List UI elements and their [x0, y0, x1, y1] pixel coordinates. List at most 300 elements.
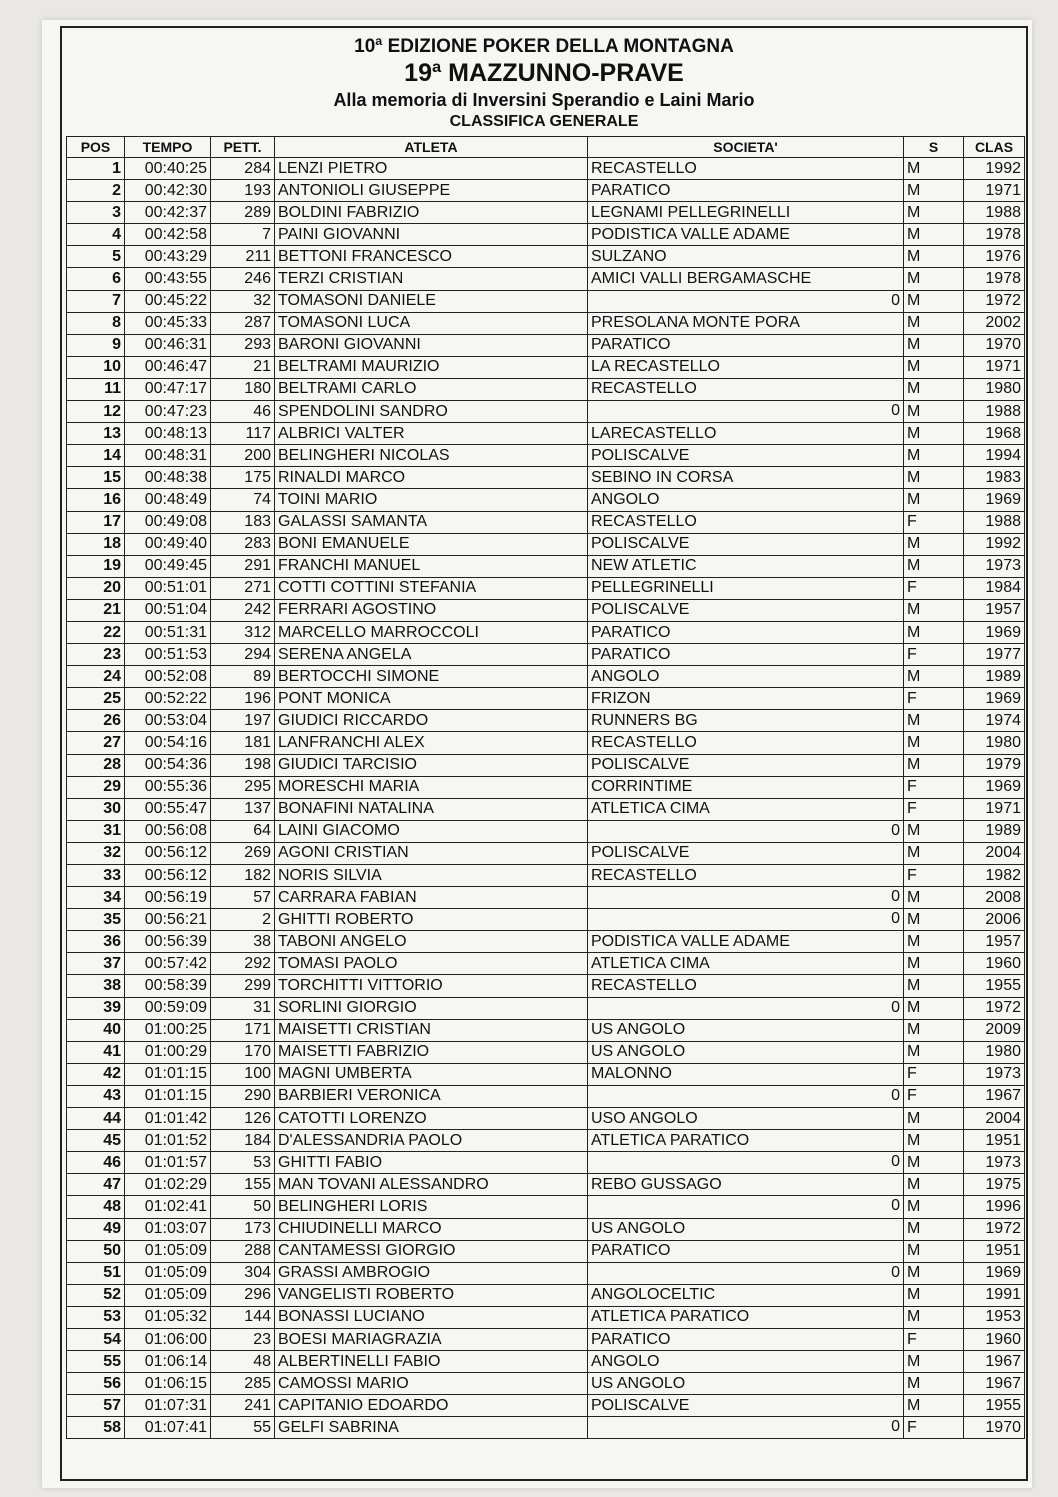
- cell-tempo: 01:07:31: [125, 1395, 211, 1417]
- cell-sesso: F: [904, 644, 964, 666]
- cell-sesso: M: [904, 555, 964, 577]
- societa-text: ATLETICA PARATICO: [591, 1308, 750, 1326]
- societa-text: RECASTELLO: [591, 866, 697, 884]
- societa-text: ATLETICA CIMA: [591, 800, 710, 818]
- cell-pos: 3: [67, 202, 125, 224]
- cell-clas: 1969: [964, 1262, 1025, 1284]
- cell-tempo: 00:42:58: [125, 224, 211, 246]
- cell-pos: 48: [67, 1196, 125, 1218]
- cell-pett: 193: [211, 180, 275, 202]
- cell-societa: [588, 1240, 904, 1262]
- cell-tempo: 00:47:23: [125, 401, 211, 423]
- cell-pos: 4: [67, 224, 125, 246]
- cell-societa: [588, 158, 904, 180]
- cell-societa: [588, 1284, 904, 1306]
- cell-societa: [588, 820, 904, 842]
- cell-clas: 1982: [964, 865, 1025, 887]
- cell-atleta: CATOTTI LORENZO: [275, 1108, 588, 1130]
- table-row: [67, 1395, 1025, 1417]
- cell-pett: 241: [211, 1395, 275, 1417]
- cell-atleta: GALASSI SAMANTA: [275, 511, 588, 533]
- societa-text: US ANGOLO: [591, 1374, 686, 1392]
- cell-atleta: BELINGHERI NICOLAS: [275, 445, 588, 467]
- cell-pett: 242: [211, 599, 275, 621]
- cell-pos: 22: [67, 621, 125, 643]
- cell-pett: 46: [211, 401, 275, 423]
- table-row: [67, 555, 1025, 577]
- societa-text: RECASTELLO: [591, 513, 697, 531]
- col-header-tempo: TEMPO: [125, 137, 211, 158]
- cell-atleta: TERZI CRISTIAN: [275, 268, 588, 290]
- cell-pos: 47: [67, 1174, 125, 1196]
- cell-societa: [588, 1351, 904, 1373]
- cell-tempo: 00:40:25: [125, 158, 211, 180]
- cell-societa: [588, 887, 904, 909]
- cell-pett: 55: [211, 1417, 275, 1439]
- cell-tempo: 00:57:42: [125, 953, 211, 975]
- cell-clas: 1972: [964, 290, 1025, 312]
- cell-tempo: 00:59:09: [125, 997, 211, 1019]
- table-row: [67, 1063, 1025, 1085]
- col-header-atleta: ATLETA: [275, 137, 588, 158]
- cell-pett: 183: [211, 511, 275, 533]
- cell-tempo: 01:06:00: [125, 1328, 211, 1350]
- table-row: [67, 533, 1025, 555]
- cell-clas: 1951: [964, 1130, 1025, 1152]
- table-row: [67, 688, 1025, 710]
- cell-pos: 42: [67, 1063, 125, 1085]
- table-row: [67, 334, 1025, 356]
- cell-tempo: 01:00:29: [125, 1041, 211, 1063]
- cell-pos: 25: [67, 688, 125, 710]
- table-row: [67, 953, 1025, 975]
- societa-text: PELLEGRINELLI: [591, 579, 714, 597]
- cell-pett: 57: [211, 887, 275, 909]
- cell-societa: [588, 953, 904, 975]
- cell-tempo: 00:56:21: [125, 909, 211, 931]
- cell-sesso: M: [904, 533, 964, 555]
- results-table: [66, 136, 1025, 1439]
- cell-sesso: M: [904, 909, 964, 931]
- col-header-societa: SOCIETA': [588, 137, 904, 158]
- cell-pett: 291: [211, 555, 275, 577]
- cell-societa: [588, 312, 904, 334]
- cell-clas: 2006: [964, 909, 1025, 931]
- cell-atleta: MARCELLO MARROCCOLI: [275, 621, 588, 643]
- cell-sesso: M: [904, 599, 964, 621]
- cell-tempo: 01:05:09: [125, 1262, 211, 1284]
- table-row: [67, 577, 1025, 599]
- table-row: [67, 158, 1025, 180]
- cell-pos: 1: [67, 158, 125, 180]
- col-header-clas: CLAS: [964, 137, 1025, 158]
- societa-text: LA RECASTELLO: [591, 358, 720, 376]
- table-row: [67, 710, 1025, 732]
- cell-clas: 1953: [964, 1306, 1025, 1328]
- cell-pos: 40: [67, 1019, 125, 1041]
- cell-clas: 1969: [964, 621, 1025, 643]
- cell-clas: 1974: [964, 710, 1025, 732]
- cell-pett: 295: [211, 776, 275, 798]
- cell-sesso: M: [904, 1395, 964, 1417]
- cell-tempo: 01:06:15: [125, 1373, 211, 1395]
- cell-pett: 117: [211, 423, 275, 445]
- cell-societa: [588, 1218, 904, 1240]
- cell-atleta: GHITTI ROBERTO: [275, 909, 588, 931]
- cell-pos: 50: [67, 1240, 125, 1262]
- cell-sesso: M: [904, 997, 964, 1019]
- cell-pos: 58: [67, 1417, 125, 1439]
- societa-text: PARATICO: [591, 1330, 671, 1348]
- cell-sesso: M: [904, 1373, 964, 1395]
- cell-pett: 64: [211, 820, 275, 842]
- cell-clas: 1967: [964, 1351, 1025, 1373]
- cell-clas: 1980: [964, 732, 1025, 754]
- cell-pett: 287: [211, 312, 275, 334]
- cell-pos: 38: [67, 975, 125, 997]
- cell-societa: [588, 1373, 904, 1395]
- cell-societa: [588, 378, 904, 400]
- cell-pos: 56: [67, 1373, 125, 1395]
- cell-societa: [588, 1130, 904, 1152]
- cell-clas: 1975: [964, 1174, 1025, 1196]
- cell-clas: 1971: [964, 356, 1025, 378]
- cell-atleta: TOMASONI LUCA: [275, 312, 588, 334]
- cell-societa: [588, 798, 904, 820]
- cell-atleta: BONAFINI NATALINA: [275, 798, 588, 820]
- societa-text: PARATICO: [591, 181, 671, 199]
- cell-societa: [588, 997, 904, 1019]
- cell-atleta: GIUDICI TARCISIO: [275, 754, 588, 776]
- societa-zero-flag: 0: [891, 402, 900, 420]
- cell-tempo: 00:48:31: [125, 445, 211, 467]
- cell-pos: 28: [67, 754, 125, 776]
- cell-atleta: GHITTI FABIO: [275, 1152, 588, 1174]
- table-row: [67, 820, 1025, 842]
- societa-text: ANGOLO: [591, 1352, 660, 1370]
- cell-atleta: BONASSI LUCIANO: [275, 1306, 588, 1328]
- cell-pett: 294: [211, 644, 275, 666]
- cell-clas: 1970: [964, 334, 1025, 356]
- cell-societa: [588, 975, 904, 997]
- cell-sesso: M: [904, 1174, 964, 1196]
- cell-clas: 1973: [964, 1152, 1025, 1174]
- societa-text: PARATICO: [591, 1242, 671, 1260]
- societa-text: POLISCALVE: [591, 535, 690, 553]
- cell-pos: 52: [67, 1284, 125, 1306]
- table-row: [67, 1019, 1025, 1041]
- societa-text: REBO GUSSAGO: [591, 1175, 722, 1193]
- cell-sesso: M: [904, 334, 964, 356]
- cell-sesso: F: [904, 798, 964, 820]
- cell-societa: [588, 865, 904, 887]
- table-row: [67, 1152, 1025, 1174]
- cell-clas: 1989: [964, 666, 1025, 688]
- cell-pett: 292: [211, 953, 275, 975]
- cell-atleta: CARRARA FABIAN: [275, 887, 588, 909]
- table-row: [67, 931, 1025, 953]
- cell-sesso: M: [904, 1196, 964, 1218]
- cell-pos: 55: [67, 1351, 125, 1373]
- cell-tempo: 00:56:19: [125, 887, 211, 909]
- table-row: [67, 1373, 1025, 1395]
- cell-sesso: M: [904, 732, 964, 754]
- cell-clas: 2008: [964, 887, 1025, 909]
- cell-pos: 6: [67, 268, 125, 290]
- cell-pett: 50: [211, 1196, 275, 1218]
- cell-sesso: M: [904, 1306, 964, 1328]
- table-row: [67, 732, 1025, 754]
- cell-sesso: M: [904, 158, 964, 180]
- cell-pos: 46: [67, 1152, 125, 1174]
- societa-text: PRESOLANA MONTE PORA: [591, 314, 800, 332]
- table-row: [67, 445, 1025, 467]
- cell-pett: 299: [211, 975, 275, 997]
- societa-text: ATLETICA CIMA: [591, 954, 710, 972]
- cell-societa: [588, 577, 904, 599]
- cell-tempo: 00:48:38: [125, 467, 211, 489]
- cell-societa: [588, 1019, 904, 1041]
- cell-atleta: TOINI MARIO: [275, 489, 588, 511]
- cell-sesso: M: [904, 290, 964, 312]
- cell-sesso: M: [904, 887, 964, 909]
- cell-tempo: 00:56:12: [125, 865, 211, 887]
- cell-pett: 170: [211, 1041, 275, 1063]
- cell-atleta: AGONI CRISTIAN: [275, 842, 588, 864]
- cell-sesso: M: [904, 356, 964, 378]
- cell-atleta: MAGNI UMBERTA: [275, 1063, 588, 1085]
- cell-pett: 284: [211, 158, 275, 180]
- cell-clas: 1955: [964, 975, 1025, 997]
- societa-text: MALONNO: [591, 1065, 672, 1083]
- cell-clas: 1996: [964, 1196, 1025, 1218]
- cell-pett: 53: [211, 1152, 275, 1174]
- cell-pos: 34: [67, 887, 125, 909]
- table-row: [67, 754, 1025, 776]
- cell-pett: 175: [211, 467, 275, 489]
- cell-pett: 293: [211, 334, 275, 356]
- cell-tempo: 01:02:29: [125, 1174, 211, 1196]
- cell-sesso: M: [904, 467, 964, 489]
- cell-sesso: M: [904, 953, 964, 975]
- table-row: [67, 356, 1025, 378]
- cell-societa: [588, 489, 904, 511]
- table-row: [67, 401, 1025, 423]
- cell-tempo: 00:46:47: [125, 356, 211, 378]
- cell-atleta: D'ALESSANDRIA PAOLO: [275, 1130, 588, 1152]
- societa-text: POLISCALVE: [591, 756, 690, 774]
- cell-tempo: 00:49:40: [125, 533, 211, 555]
- table-row: [67, 312, 1025, 334]
- cell-pos: 27: [67, 732, 125, 754]
- cell-clas: 1957: [964, 931, 1025, 953]
- cell-tempo: 00:47:17: [125, 378, 211, 400]
- cell-sesso: F: [904, 688, 964, 710]
- cell-clas: 1984: [964, 577, 1025, 599]
- cell-pos: 24: [67, 666, 125, 688]
- cell-atleta: BELTRAMI CARLO: [275, 378, 588, 400]
- cell-clas: 1973: [964, 555, 1025, 577]
- cell-sesso: F: [904, 1085, 964, 1107]
- cell-atleta: LANFRANCHI ALEX: [275, 732, 588, 754]
- cell-societa: [588, 356, 904, 378]
- paper-sheet: [42, 20, 1032, 1488]
- cell-pett: 196: [211, 688, 275, 710]
- cell-pos: 17: [67, 511, 125, 533]
- cell-sesso: M: [904, 401, 964, 423]
- cell-sesso: F: [904, 1328, 964, 1350]
- table-row: [67, 1108, 1025, 1130]
- cell-sesso: F: [904, 776, 964, 798]
- cell-tempo: 00:54:36: [125, 754, 211, 776]
- societa-text: PARATICO: [591, 336, 671, 354]
- cell-clas: 1978: [964, 268, 1025, 290]
- cell-pos: 39: [67, 997, 125, 1019]
- cell-atleta: TORCHITTI VITTORIO: [275, 975, 588, 997]
- memorial-subtitle: Alla memoria di Inversini Sperandio e Laini Mario: [333, 90, 755, 110]
- cell-sesso: M: [904, 975, 964, 997]
- cell-clas: 1992: [964, 158, 1025, 180]
- cell-pett: 126: [211, 1108, 275, 1130]
- cell-atleta: FRANCHI MANUEL: [275, 555, 588, 577]
- table-row: [67, 1328, 1025, 1350]
- cell-pett: 246: [211, 268, 275, 290]
- cell-clas: 1992: [964, 533, 1025, 555]
- cell-atleta: GIUDICI RICCARDO: [275, 710, 588, 732]
- cell-pos: 33: [67, 865, 125, 887]
- cell-pett: 7: [211, 224, 275, 246]
- cell-tempo: 01:05:32: [125, 1306, 211, 1328]
- table-row: [67, 975, 1025, 997]
- cell-tempo: 00:45:22: [125, 290, 211, 312]
- cell-atleta: TABONI ANGELO: [275, 931, 588, 953]
- cell-tempo: 00:46:31: [125, 334, 211, 356]
- cell-tempo: 00:54:16: [125, 732, 211, 754]
- cell-societa: [588, 1152, 904, 1174]
- cell-tempo: 00:52:08: [125, 666, 211, 688]
- col-header-sesso: S: [904, 137, 964, 158]
- cell-tempo: 00:51:01: [125, 577, 211, 599]
- cell-pett: 137: [211, 798, 275, 820]
- cell-clas: 1989: [964, 820, 1025, 842]
- cell-tempo: 01:01:15: [125, 1063, 211, 1085]
- cell-societa: [588, 599, 904, 621]
- societa-text: ATLETICA PARATICO: [591, 1131, 750, 1149]
- table-row: [67, 865, 1025, 887]
- cell-societa: [588, 1041, 904, 1063]
- cell-sesso: M: [904, 224, 964, 246]
- cell-tempo: 00:56:08: [125, 820, 211, 842]
- table-row: [67, 1306, 1025, 1328]
- societa-text: CORRINTIME: [591, 778, 693, 796]
- cell-pos: 31: [67, 820, 125, 842]
- ranking-title: CLASSIFICA GENERALE: [449, 113, 639, 130]
- cell-pos: 37: [67, 953, 125, 975]
- cell-atleta: BETTONI FRANCESCO: [275, 246, 588, 268]
- col-header-pett: PETT.: [211, 137, 275, 158]
- cell-pos: 49: [67, 1218, 125, 1240]
- societa-text: RECASTELLO: [591, 977, 697, 995]
- cell-pett: 155: [211, 1174, 275, 1196]
- societa-text: US ANGOLO: [591, 1220, 686, 1238]
- cell-atleta: BOLDINI FABRIZIO: [275, 202, 588, 224]
- cell-atleta: TOMASONI DANIELE: [275, 290, 588, 312]
- cell-societa: [588, 688, 904, 710]
- cell-pos: 45: [67, 1130, 125, 1152]
- cell-clas: 1957: [964, 599, 1025, 621]
- cell-clas: 2002: [964, 312, 1025, 334]
- societa-text: USO ANGOLO: [591, 1109, 698, 1127]
- cell-clas: 1978: [964, 224, 1025, 246]
- table-row: [67, 1240, 1025, 1262]
- cell-atleta: SORLINI GIORGIO: [275, 997, 588, 1019]
- cell-clas: 1980: [964, 1041, 1025, 1063]
- cell-clas: 2004: [964, 1108, 1025, 1130]
- cell-pett: 296: [211, 1284, 275, 1306]
- cell-pos: 16: [67, 489, 125, 511]
- cell-pett: 200: [211, 445, 275, 467]
- cell-pett: 184: [211, 1130, 275, 1152]
- cell-pos: 15: [67, 467, 125, 489]
- cell-clas: 1967: [964, 1085, 1025, 1107]
- cell-tempo: 01:03:07: [125, 1218, 211, 1240]
- cell-pos: 20: [67, 577, 125, 599]
- cell-atleta: CAPITANIO EDOARDO: [275, 1395, 588, 1417]
- cell-societa: [588, 931, 904, 953]
- societa-text: PODISTICA VALLE ADAME: [591, 932, 790, 950]
- cell-tempo: 01:06:14: [125, 1351, 211, 1373]
- cell-sesso: M: [904, 842, 964, 864]
- cell-clas: 2009: [964, 1019, 1025, 1041]
- cell-clas: 1955: [964, 1395, 1025, 1417]
- cell-atleta: BARONI GIOVANNI: [275, 334, 588, 356]
- table-row: [67, 1174, 1025, 1196]
- cell-clas: 1967: [964, 1373, 1025, 1395]
- table-row: [67, 224, 1025, 246]
- cell-pos: 21: [67, 599, 125, 621]
- cell-sesso: M: [904, 1130, 964, 1152]
- cell-sesso: M: [904, 931, 964, 953]
- table-row: [67, 423, 1025, 445]
- cell-pos: 51: [67, 1262, 125, 1284]
- cell-pos: 2: [67, 180, 125, 202]
- cell-societa: [588, 445, 904, 467]
- cell-societa: [588, 246, 904, 268]
- societa-text: PARATICO: [591, 623, 671, 641]
- cell-societa: [588, 1417, 904, 1439]
- cell-tempo: 00:51:31: [125, 621, 211, 643]
- cell-tempo: 00:53:04: [125, 710, 211, 732]
- cell-pett: 290: [211, 1085, 275, 1107]
- cell-atleta: MAISETTI CRISTIAN: [275, 1019, 588, 1041]
- cell-atleta: TOMASI PAOLO: [275, 953, 588, 975]
- cell-tempo: 00:43:55: [125, 268, 211, 290]
- cell-pos: 8: [67, 312, 125, 334]
- cell-pos: 13: [67, 423, 125, 445]
- societa-text: POLISCALVE: [591, 601, 690, 619]
- cell-pett: 211: [211, 246, 275, 268]
- cell-tempo: 00:48:49: [125, 489, 211, 511]
- table-row: [67, 599, 1025, 621]
- table-header-row: [67, 137, 1025, 158]
- cell-pos: 57: [67, 1395, 125, 1417]
- table-row: [67, 1085, 1025, 1107]
- cell-tempo: 00:42:30: [125, 180, 211, 202]
- cell-pett: 289: [211, 202, 275, 224]
- race-title: 19ª MAZZUNNO-PRAVE: [404, 59, 684, 87]
- cell-sesso: F: [904, 577, 964, 599]
- cell-pett: 89: [211, 666, 275, 688]
